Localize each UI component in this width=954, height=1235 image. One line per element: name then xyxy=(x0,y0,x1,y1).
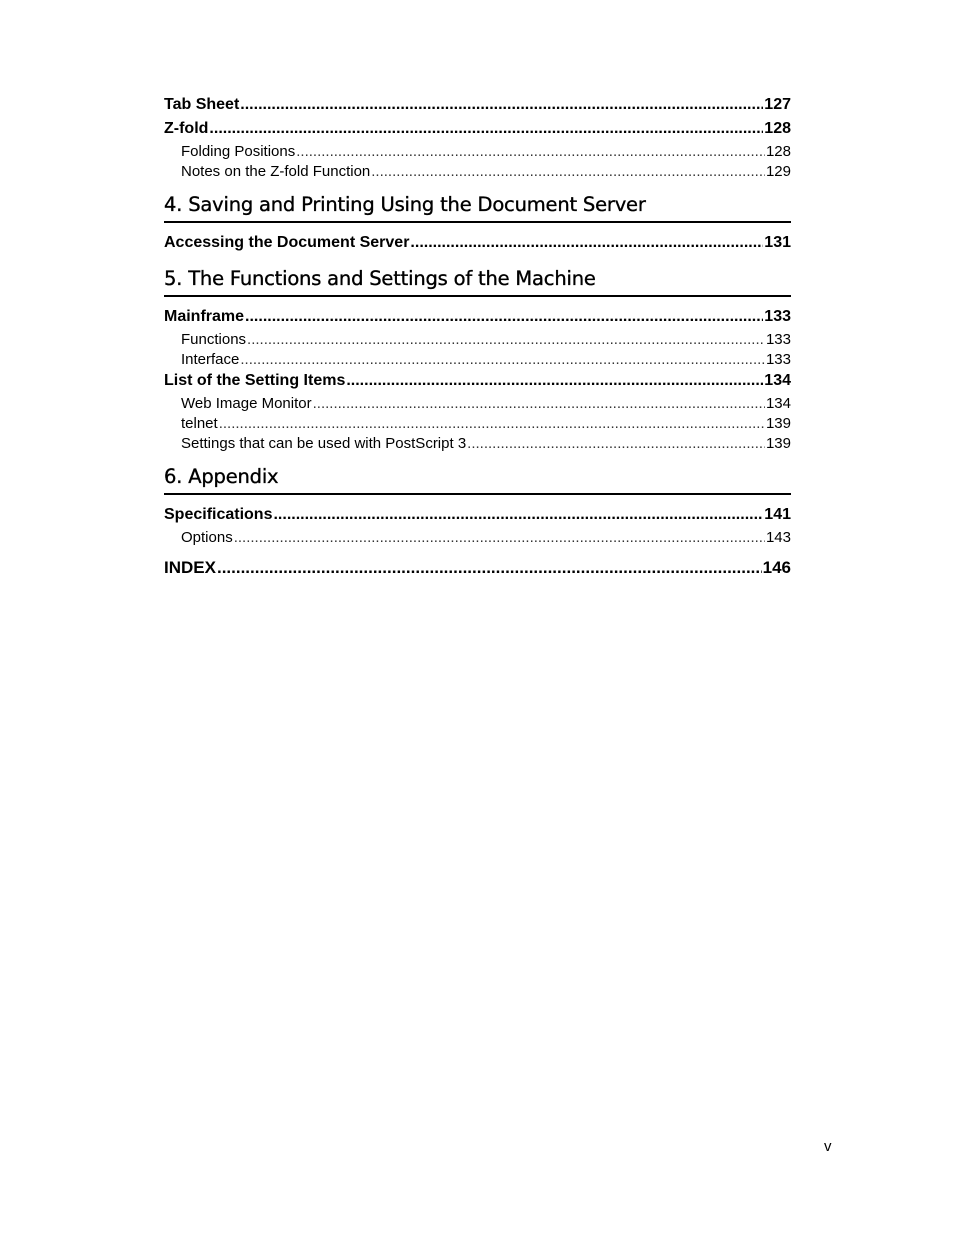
toc-entry-mainframe[interactable] xyxy=(164,307,791,331)
toc-entry-telnet[interactable] xyxy=(164,415,791,435)
chapter-5-section xyxy=(164,267,791,455)
toc-entry-page: 146 xyxy=(762,558,791,577)
toc-entry-page: 139 xyxy=(765,415,791,432)
chapter-6-section xyxy=(164,465,791,549)
toc-leader-dots xyxy=(217,557,762,579)
toc-entry-interface[interactable] xyxy=(164,351,791,371)
toc-entry-page: 128 xyxy=(765,143,791,160)
chapter-4-section xyxy=(164,193,791,257)
toc-entry-title: Mainframe xyxy=(164,308,245,325)
toc-entry-title: Interface xyxy=(181,351,240,368)
toc-leader-dots xyxy=(240,351,765,369)
toc-leader-dots xyxy=(219,415,765,433)
toc-entry-index[interactable] xyxy=(164,557,791,583)
chapter-heading[interactable]: 5. The Functions and Settings of the Machine xyxy=(164,267,791,297)
toc-leader-dots xyxy=(247,331,765,349)
toc-entry-page: 133 xyxy=(765,351,791,368)
toc-entry-accessing-document-server[interactable] xyxy=(164,233,791,257)
toc-entry-title: Web Image Monitor xyxy=(181,395,312,412)
toc-entry-page: 133 xyxy=(765,331,791,348)
toc-entry-title: Accessing the Document Server xyxy=(164,234,410,251)
toc-entry-title: Functions xyxy=(181,331,247,348)
toc-entry-title: telnet xyxy=(181,415,218,432)
toc-leader-dots xyxy=(273,505,763,525)
chapter-heading[interactable]: 4. Saving and Printing Using the Document Server xyxy=(164,193,791,223)
toc-entry-page: 139 xyxy=(765,435,791,452)
toc-leader-dots xyxy=(467,435,765,453)
toc-entry-page: 143 xyxy=(765,529,791,546)
toc-leader-dots xyxy=(234,529,765,547)
toc-entry-page: 134 xyxy=(765,395,791,412)
toc-entry-specifications[interactable] xyxy=(164,505,791,529)
toc-entry-page: 131 xyxy=(764,234,791,251)
table-of-contents xyxy=(164,95,791,583)
toc-entry-postscript-settings[interactable] xyxy=(164,435,791,455)
toc-entry-notes-z-fold[interactable] xyxy=(164,163,791,183)
toc-entry-page: 128 xyxy=(764,120,791,137)
toc-entry-list-setting-items[interactable] xyxy=(164,371,791,395)
toc-entry-title: Options xyxy=(181,529,233,546)
toc-entry-tab-sheet[interactable] xyxy=(164,95,791,119)
toc-leader-dots xyxy=(313,395,765,413)
toc-entry-title: Settings that can be used with PostScript 3 xyxy=(181,435,467,452)
chapter-heading[interactable]: 6. Appendix xyxy=(164,465,791,495)
toc-leader-dots xyxy=(209,119,763,139)
toc-entry-folding-positions[interactable] xyxy=(164,143,791,163)
toc-entry-z-fold[interactable] xyxy=(164,119,791,143)
toc-entry-title: Notes on the Z-fold Function xyxy=(181,163,371,180)
page-number: v xyxy=(824,1138,832,1155)
toc-entry-title: Tab Sheet xyxy=(164,96,240,113)
toc-leader-dots xyxy=(245,307,763,327)
toc-entry-functions[interactable] xyxy=(164,331,791,351)
toc-entry-web-image-monitor[interactable] xyxy=(164,395,791,415)
toc-leader-dots xyxy=(346,371,763,391)
toc-entry-title: Z-fold xyxy=(164,120,209,137)
toc-leader-dots xyxy=(410,233,763,253)
toc-entry-page: 127 xyxy=(764,96,791,113)
toc-leader-dots xyxy=(240,95,763,115)
toc-entry-title: INDEX xyxy=(164,558,216,577)
toc-entry-title: Specifications xyxy=(164,506,273,523)
toc-leader-dots xyxy=(371,163,765,181)
toc-entry-page: 129 xyxy=(765,163,791,180)
toc-entry-page: 134 xyxy=(764,372,791,389)
toc-entry-page: 133 xyxy=(764,308,791,325)
toc-entry-title: Folding Positions xyxy=(181,143,296,160)
toc-entry-page: 141 xyxy=(764,506,791,523)
toc-entry-title: List of the Setting Items xyxy=(164,372,346,389)
toc-leader-dots xyxy=(296,143,765,161)
toc-entry-options[interactable] xyxy=(164,529,791,549)
